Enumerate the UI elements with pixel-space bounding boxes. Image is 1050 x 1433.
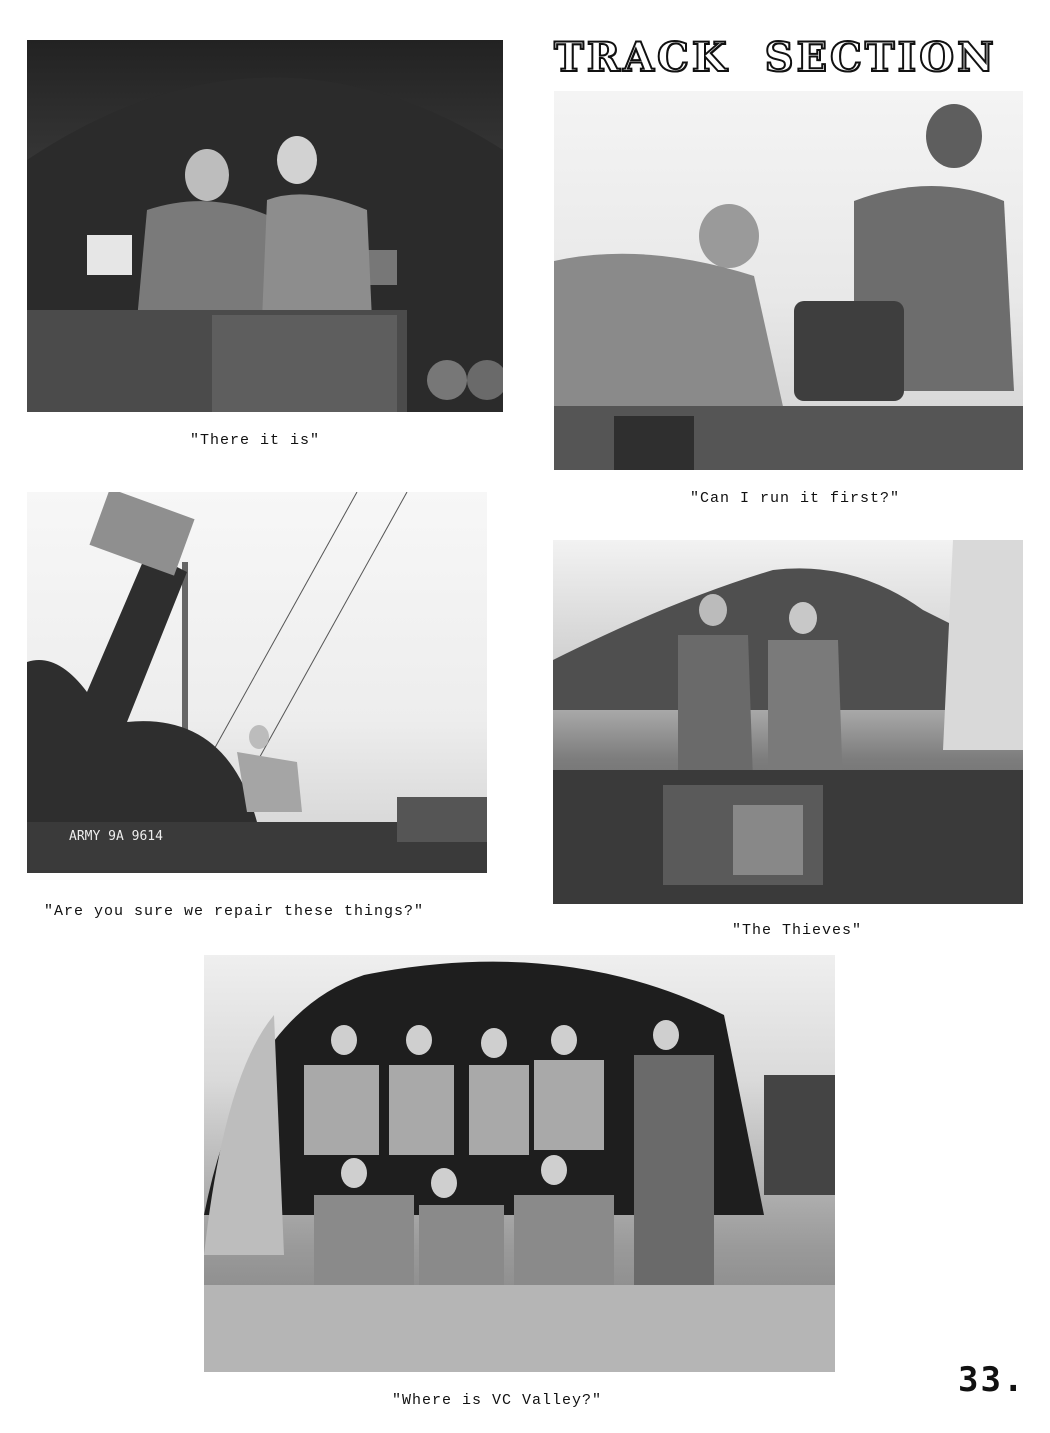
photo-can-i-run-it-first xyxy=(554,91,1023,470)
photo-the-thieves xyxy=(553,540,1023,904)
caption-the-thieves: "The Thieves" xyxy=(732,922,863,939)
photo-are-you-sure-we-repair xyxy=(27,492,487,873)
caption-are-you-sure: "Are you sure we repair these things?" xyxy=(44,903,425,920)
page-title: TRACK SECTION xyxy=(554,34,997,81)
photo-there-it-is xyxy=(27,40,503,412)
vehicle-stencil: ARMY 9A 9614 xyxy=(69,829,163,844)
photo-where-is-vc-valley xyxy=(204,955,835,1372)
caption-where-is-vc-valley: "Where is VC Valley?" xyxy=(392,1392,603,1409)
caption-can-i-run-it-first: "Can I run it first?" xyxy=(690,490,901,507)
caption-there-it-is: "There it is" xyxy=(190,432,321,449)
page-number: 33. xyxy=(958,1360,1026,1400)
